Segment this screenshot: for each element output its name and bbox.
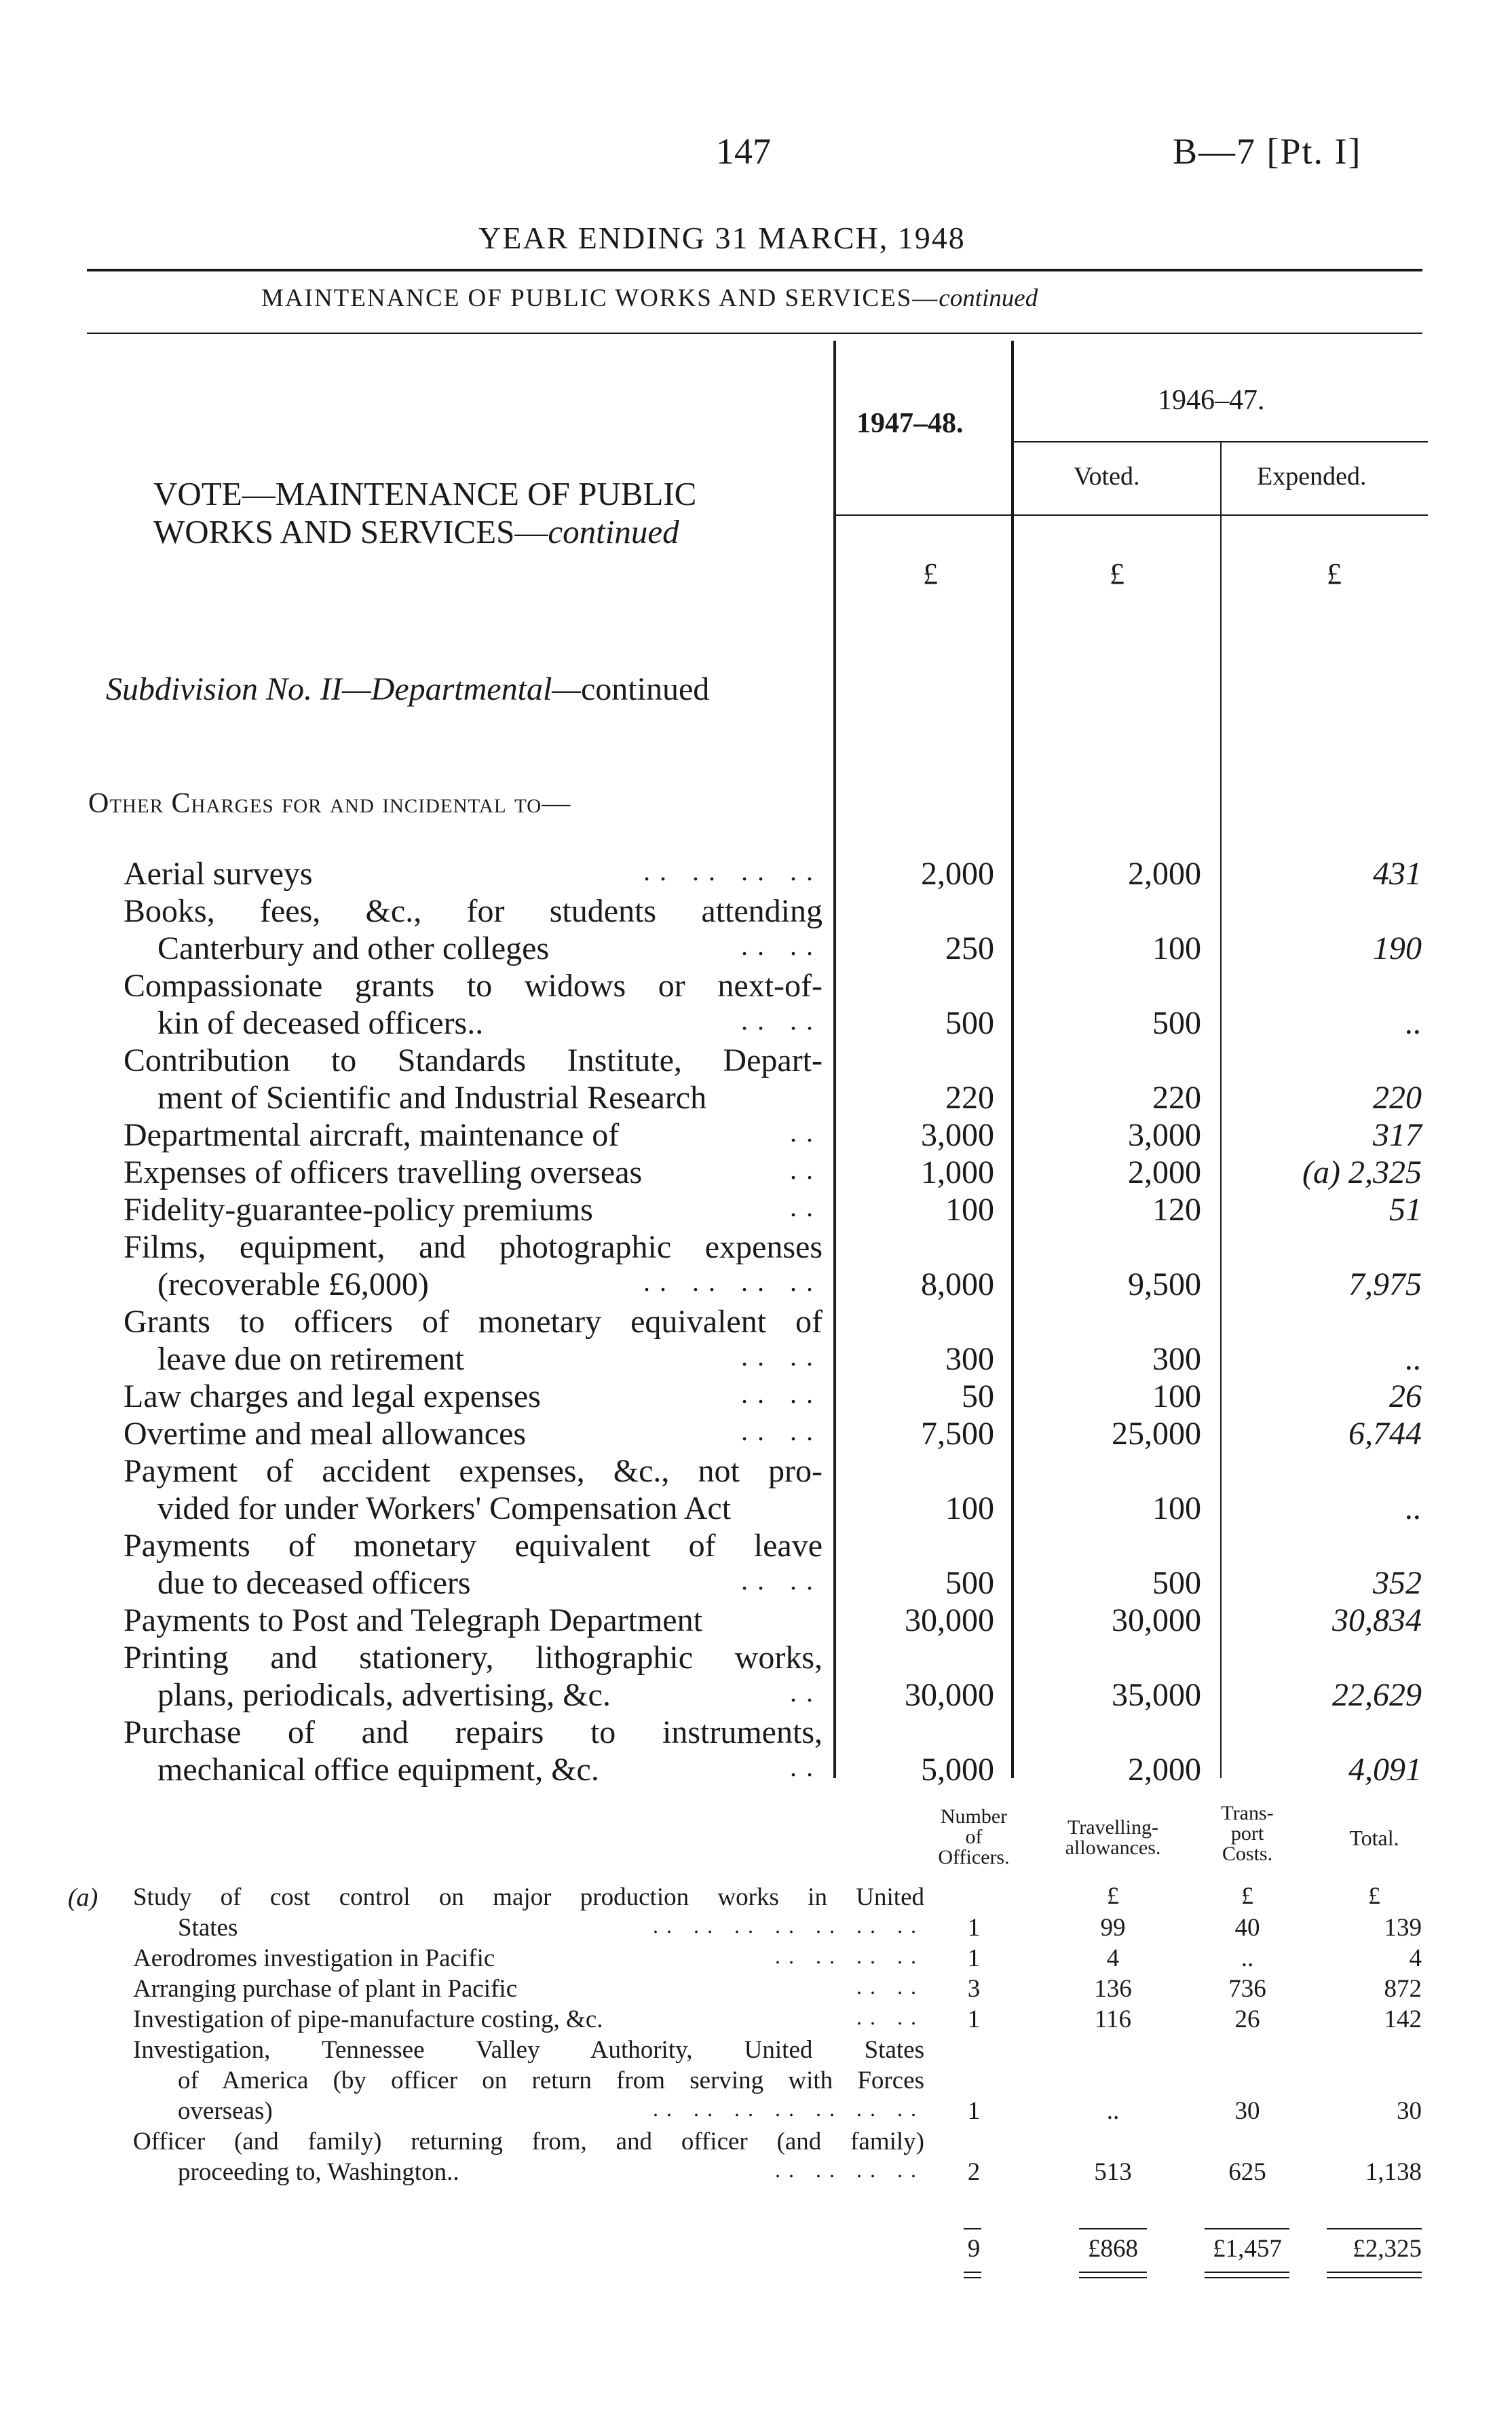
item-description-line: Films, equipment, and photographic expenses (124, 1229, 823, 1265)
leader-dots: .. .. (856, 1974, 924, 1999)
amount-voted: 30,000 (1112, 1602, 1201, 1638)
item-description-line: Payments of monetary equivalent of leave (124, 1528, 823, 1564)
subtitle-continued: continued (939, 284, 1038, 312)
double-rule (964, 2272, 981, 2273)
amount-voted: 100 (1152, 1490, 1201, 1526)
amount-1947: 100 (945, 1490, 994, 1526)
amount-expended: 352 (1373, 1565, 1422, 1601)
transport-value: 625 (1228, 2158, 1266, 2186)
item-description-line: Fidelity-guarantee-policy premiums (124, 1192, 593, 1228)
amount-voted: 100 (1152, 930, 1201, 966)
subtitle-main: MAINTENANCE OF PUBLIC WORKS AND SERVICES— (261, 284, 939, 312)
vote-heading (153, 475, 696, 551)
amount-1947: 8,000 (921, 1266, 994, 1302)
total-value: 872 (1384, 1975, 1422, 2003)
amount-1947: 50 (962, 1378, 994, 1414)
vote-heading-continued: continued (548, 513, 679, 550)
page-number: 147 (716, 131, 771, 172)
amount-voted: 2,000 (1128, 856, 1201, 892)
leader-dots: .. .. .. .. .. .. .. (653, 2096, 924, 2121)
amount-1947: 220 (945, 1080, 994, 1116)
officers-heading: of (965, 1826, 983, 1848)
footnote-description-line: of America (by officer on return from serving with Forces (178, 2067, 924, 2094)
officers-heading: Number (940, 1805, 1008, 1828)
travelling-value: 513 (1094, 2158, 1132, 2186)
amount-expended: 6,744 (1348, 1416, 1422, 1452)
grand-total: £2,325 (1353, 2235, 1422, 2263)
item-description-line: Overtime and meal allowances (124, 1416, 527, 1452)
officers-value: 1 (967, 1914, 981, 1942)
item-description-line: Grants to officers of monetary equivalent of (124, 1304, 823, 1340)
rule (87, 333, 1422, 334)
footnote-description-line: Arranging purchase of plant in Pacific (133, 1975, 518, 2003)
double-rule (1327, 2272, 1422, 2273)
footnote-description-line: States (178, 1914, 238, 1942)
amount-1947: 30,000 (905, 1677, 994, 1713)
double-rule (1205, 2277, 1289, 2278)
footnote-description-line: Investigation of pipe-manufacture costing, &c. (133, 2006, 603, 2033)
leader-dots: .. .. .. .. (775, 1944, 924, 1968)
item-description-line: Canterbury and other colleges (157, 930, 550, 966)
amount-expended: .. (1405, 1341, 1422, 1377)
amount-expended: 7,975 (1348, 1266, 1422, 1302)
currency-transport: £ (1241, 1882, 1253, 1909)
amount-voted: 120 (1152, 1192, 1201, 1228)
item-description-line: plans, periodicals, advertising, &c. (157, 1677, 611, 1713)
travelling-total: £868 (1088, 2235, 1138, 2263)
item-description-line: mechanical office equipment, &c. (157, 1752, 599, 1788)
item-description-line: ment of Scientific and Industrial Research (157, 1080, 707, 1116)
rule (1205, 2228, 1289, 2229)
amount-expended: 51 (1389, 1192, 1422, 1228)
item-description-line: Printing and stationery, lithographic works, (124, 1640, 823, 1676)
leader-dots: .. (790, 1154, 823, 1185)
rule (964, 2228, 981, 2229)
expended-heading: Expended. (1257, 462, 1367, 491)
vote-heading-line2 (153, 513, 696, 551)
travelling-heading: Travelling- (1067, 1816, 1158, 1839)
amount-voted: 100 (1152, 1378, 1201, 1414)
item-description-line: Contribution to Standards Institute, Depart- (124, 1042, 823, 1078)
column-1946-heading: 1946–47. (1158, 385, 1265, 416)
leader-dots: .. .. .. .. (643, 1266, 823, 1297)
footnote-description-line: proceeding to, Washington.. (178, 2158, 459, 2186)
amount-1947: 500 (945, 1005, 994, 1041)
item-description-line: Law charges and legal expenses (124, 1378, 541, 1414)
amount-voted: 2,000 (1128, 1752, 1201, 1788)
amount-voted: 25,000 (1112, 1416, 1201, 1452)
amount-voted: 2,000 (1128, 1154, 1201, 1190)
item-description-line: Payments to Post and Telegraph Department (124, 1602, 702, 1638)
rule (1013, 441, 1428, 443)
currency-total: £ (1368, 1882, 1380, 1909)
total-value: 30 (1397, 2097, 1422, 2125)
rule (87, 269, 1422, 271)
column-1947-heading: 1947–48. (856, 408, 964, 439)
item-description-line: Books, fees, &c., for students attending (124, 893, 823, 929)
currency-travelling: £ (1107, 1882, 1119, 1909)
amount-1947: 30,000 (905, 1602, 994, 1638)
amount-expended: 431 (1373, 856, 1422, 892)
currency-voted: £ (1110, 557, 1124, 590)
double-rule (1079, 2277, 1147, 2278)
leader-dots: .. (790, 1117, 823, 1148)
footnote-description-line: Study of cost control on major production works in United (133, 1883, 924, 1911)
leader-dots: .. (790, 1192, 823, 1222)
amount-expended: (a) 2,325 (1302, 1154, 1422, 1190)
double-rule (1327, 2277, 1422, 2278)
subdivision-continued: continued (580, 671, 710, 707)
currency-1947: £ (923, 557, 938, 590)
amount-1947: 1,000 (921, 1154, 994, 1190)
voted-heading: Voted. (1074, 462, 1140, 491)
vote-heading-line1: VOTE—MAINTENANCE OF PUBLIC (153, 475, 697, 512)
amount-1947: 7,500 (921, 1416, 994, 1452)
amount-expended: 190 (1373, 930, 1422, 966)
amount-1947: 3,000 (921, 1117, 994, 1153)
amount-voted: 500 (1152, 1005, 1201, 1041)
item-description-line: Compassionate grants to widows or next-of- (124, 968, 823, 1004)
leader-dots: .. .. (741, 1378, 823, 1409)
double-rule (1205, 2272, 1289, 2273)
leader-dots: .. (790, 1752, 823, 1782)
total-value: 1,138 (1365, 2158, 1422, 2186)
double-rule (1079, 2272, 1147, 2273)
vote-heading-main: WORKS AND SERVICES— (153, 513, 548, 550)
amount-voted: 300 (1152, 1341, 1201, 1377)
column-divider (1220, 443, 1222, 1778)
item-description-line: kin of deceased officers.. (157, 1005, 484, 1041)
transport-heading: port (1230, 1822, 1264, 1845)
leader-dots: .. .. .. .. (643, 856, 823, 886)
item-description-line: Payment of accident expenses, &c., not pro- (124, 1453, 823, 1489)
item-description-line: (recoverable £6,000) (157, 1266, 429, 1302)
transport-value: 736 (1228, 1975, 1266, 2003)
amount-1947: 300 (945, 1341, 994, 1377)
leader-dots: .. (790, 1677, 823, 1708)
travelling-value: .. (1106, 2097, 1120, 2125)
travelling-value: 116 (1094, 2006, 1132, 2033)
year-title: YEAR ENDING 31 MARCH, 1948 (478, 221, 966, 255)
transport-value: .. (1241, 1944, 1254, 1972)
item-description-line: Departmental aircraft, maintenance of (124, 1117, 620, 1153)
amount-expended: 317 (1373, 1117, 1422, 1153)
footnote-description-line: overseas) (178, 2097, 273, 2125)
total-value: 4 (1409, 1944, 1422, 1972)
section-code: B—7 [Pt. I] (1173, 131, 1362, 172)
column-divider (833, 341, 836, 1778)
item-description-line: Expenses of officers travelling overseas (124, 1154, 643, 1190)
amount-voted: 35,000 (1112, 1677, 1201, 1713)
officers-value: 3 (967, 1975, 981, 2003)
travelling-value: 99 (1100, 1914, 1126, 1942)
subdivision-heading (106, 671, 709, 708)
transport-value: 26 (1234, 2006, 1260, 2033)
footnote-description-line: Officer (and family) returning from, and officer (and family) (133, 2128, 924, 2155)
amount-expended: .. (1405, 1490, 1422, 1526)
amount-voted: 220 (1152, 1080, 1201, 1116)
transport-value: 40 (1234, 1914, 1260, 1942)
footnote-marker: (a) (68, 1883, 98, 1912)
officers-heading: Officers. (938, 1846, 1010, 1868)
total-value: 142 (1384, 2006, 1422, 2033)
leader-dots: .. .. (741, 1416, 823, 1446)
currency-expended: £ (1327, 557, 1342, 590)
other-charges-heading: Other Charges for and incidental to— (88, 788, 571, 819)
leader-dots: .. .. (741, 1341, 823, 1372)
amount-expended: 4,091 (1348, 1752, 1422, 1788)
amount-1947: 500 (945, 1565, 994, 1601)
leader-dots: .. .. (741, 1005, 823, 1036)
column-divider (1011, 341, 1014, 1778)
officers-value: 2 (967, 2158, 981, 2186)
travelling-value: 4 (1106, 1944, 1120, 1972)
rule (835, 514, 1428, 516)
footnote-description-line: Investigation, Tennessee Valley Authority, United States (133, 2036, 924, 2064)
transport-heading: Costs. (1222, 1843, 1273, 1865)
leader-dots: .. .. .. .. (775, 2158, 924, 2182)
amount-expended: 22,629 (1332, 1677, 1422, 1713)
amount-expended: 220 (1373, 1080, 1422, 1116)
total-heading: Total. (1349, 1826, 1399, 1850)
section-subtitle (261, 284, 1038, 313)
leader-dots: .. .. (856, 2005, 924, 2029)
amount-expended: 26 (1389, 1378, 1422, 1414)
item-description-line: leave due on retirement (157, 1341, 464, 1377)
amount-expended: .. (1405, 1005, 1422, 1041)
amount-1947: 100 (945, 1192, 994, 1228)
item-description-line: Purchase of and repairs to instruments, (124, 1714, 823, 1750)
travelling-value: 136 (1094, 1975, 1132, 2003)
officers-value: 1 (967, 1944, 981, 1972)
amount-1947: 5,000 (921, 1752, 994, 1788)
amount-expended: 30,834 (1332, 1602, 1422, 1638)
transport-value: 30 (1234, 2097, 1260, 2125)
leader-dots: .. .. .. .. .. .. .. (653, 1913, 924, 1938)
travelling-heading: allowances. (1065, 1837, 1161, 1859)
officers-value: 1 (967, 2006, 981, 2033)
double-rule (964, 2277, 981, 2278)
amount-1947: 2,000 (921, 856, 994, 892)
officers-value: 1 (967, 2097, 981, 2125)
leader-dots: .. .. (741, 930, 823, 961)
subdivision-label: Subdivision No. II—Departmental— (106, 671, 581, 707)
transport-heading: Trans- (1221, 1802, 1274, 1824)
rule (1327, 2228, 1422, 2229)
footnote-description-line: Aerodromes investigation in Pacific (133, 1944, 495, 1972)
amount-voted: 3,000 (1128, 1117, 1201, 1153)
leader-dots: .. .. (741, 1565, 823, 1596)
item-description-line: vided for under Workers' Compensation Act (157, 1490, 732, 1526)
amount-voted: 500 (1152, 1565, 1201, 1601)
rule (1079, 2228, 1147, 2229)
item-description-line: due to deceased officers (157, 1565, 471, 1601)
item-description-line: Aerial surveys (124, 856, 313, 892)
transport-total: £1,457 (1213, 2235, 1282, 2263)
officers-total: 9 (967, 2235, 981, 2263)
amount-1947: 250 (945, 930, 994, 966)
total-value: 139 (1384, 1914, 1422, 1942)
amount-voted: 9,500 (1128, 1266, 1201, 1302)
